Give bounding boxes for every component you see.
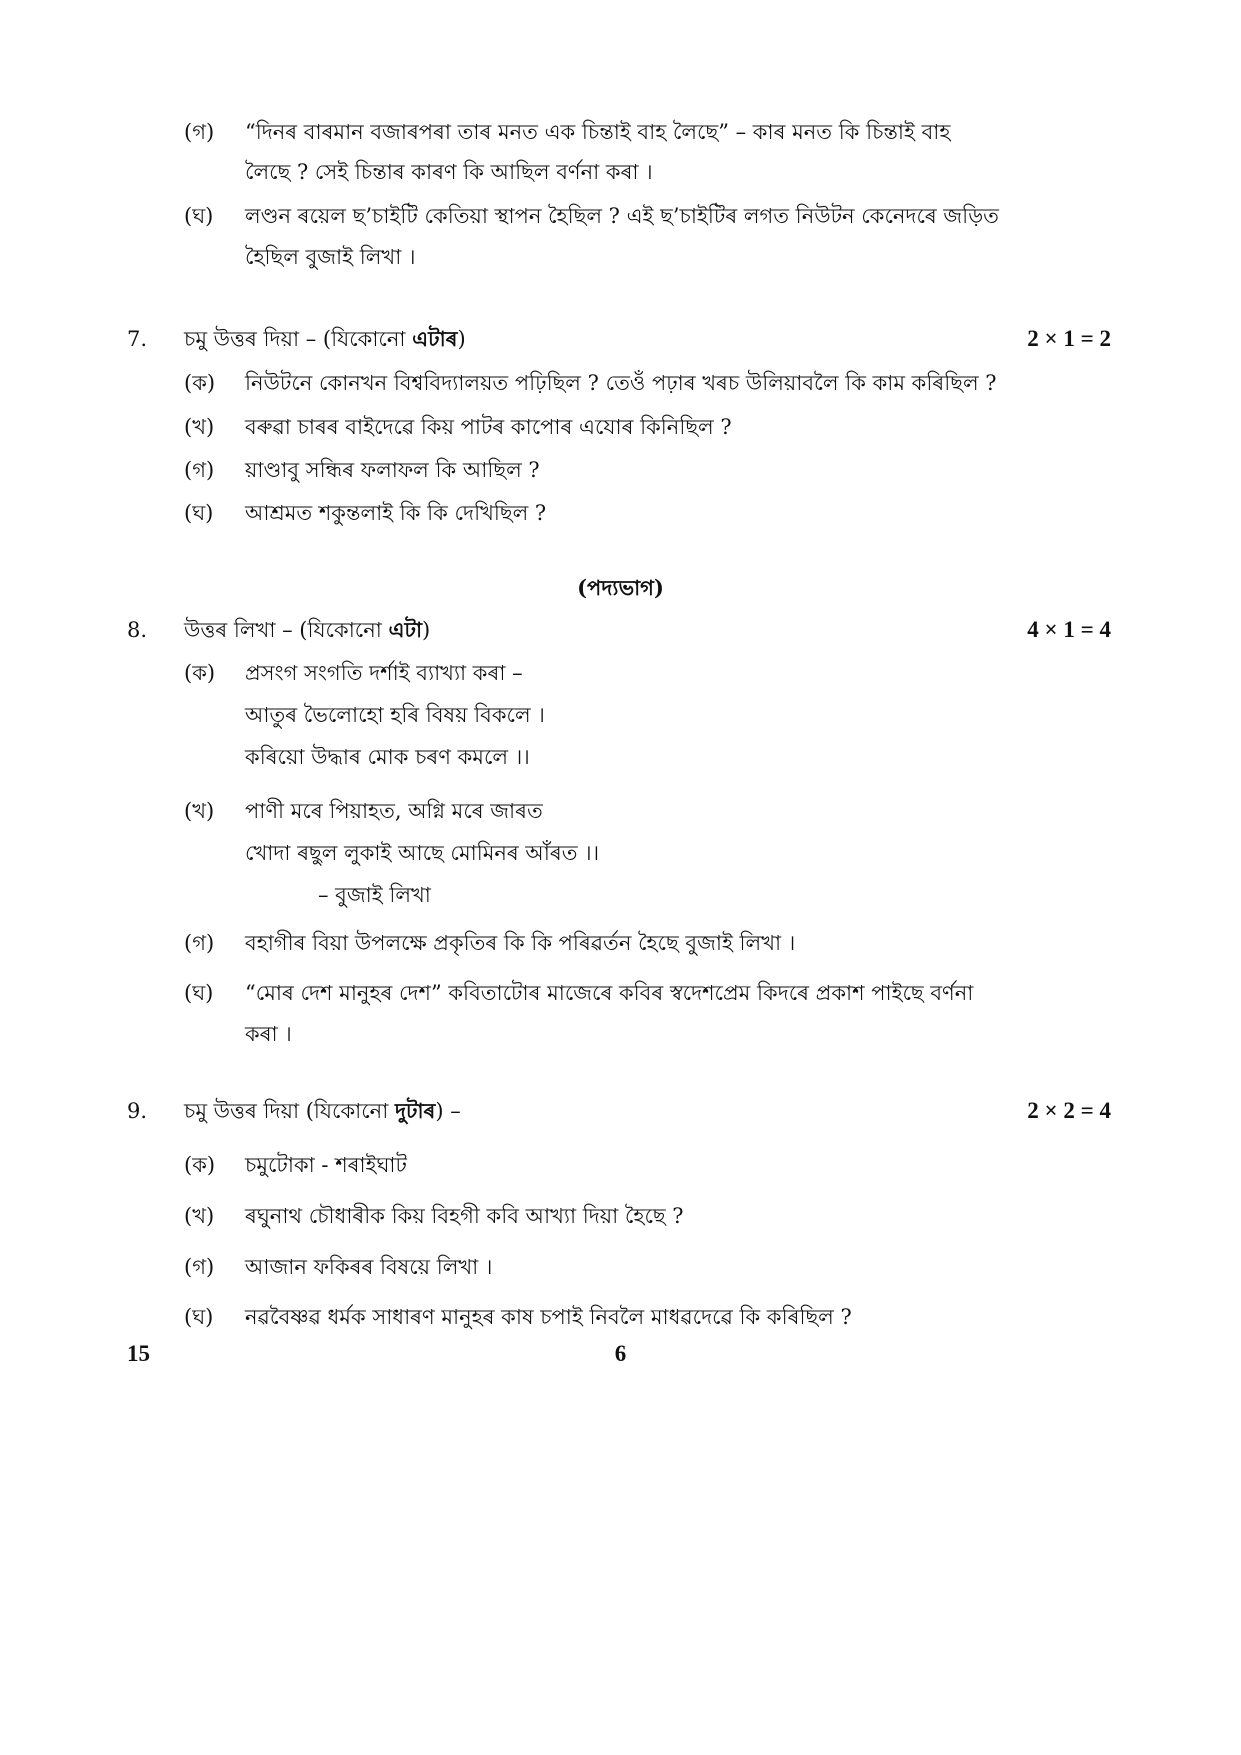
q6-item-gha-cont	[0, 242, 1241, 272]
item-text: য়াণ্ডাবু সন্ধিৰ ফলাফল কি আছিল ?	[245, 458, 540, 482]
question-marks: 2 × 1 = 2	[1027, 326, 1111, 351]
q9-header	[0, 1096, 1241, 1126]
q9-item-kha	[0, 1201, 1241, 1231]
q7-item-gha	[0, 498, 1241, 528]
q7-item-ka	[0, 368, 1241, 398]
item-label: (গ)	[184, 1255, 215, 1279]
q8-item-ka-verse2	[0, 742, 1241, 772]
q6-item-gha	[0, 201, 1241, 231]
q8-item-gha-cont	[0, 1019, 1241, 1049]
verse-line: খোদা ৰছুল লুকাই আছে মোমিনৰ আঁৰত ।।	[245, 841, 600, 865]
q9-item-ka	[0, 1150, 1241, 1180]
item-text: লণ্ডন ৰয়েল ছ’চাইটি কেতিয়া স্থাপন হৈছিল ? এই ছ’চাইটিৰ লগত নিউটন কেনেদৰে জড়িত	[245, 204, 999, 228]
item-text: আজান ফকিৰৰ বিষয়ে লিখা ।	[245, 1255, 493, 1279]
item-label: (গ)	[184, 931, 215, 955]
verse-line: পাণী মৰে পিয়াহত, অগ্নি মৰে জাৰত	[245, 799, 543, 823]
item-label: (খ)	[184, 799, 215, 823]
item-label: (ক)	[184, 1153, 216, 1177]
item-text: “মোৰ দেশ মানুহৰ দেশ” কবিতাটোৰ মাজেৰে কবিৰ স্বদেশপ্ৰেম কিদৰে প্ৰকাশ পাইছে বৰ্ণনা	[245, 981, 974, 1005]
q7-item-kha	[0, 412, 1241, 442]
item-label: (ঘ)	[184, 204, 214, 228]
page-number: 6	[614, 1341, 627, 1366]
item-text: বৰুৱা চাৰৰ বাইদেৱে কিয় পাটৰ কাপোৰ এযোৰ কিনিছিল ?	[245, 415, 732, 439]
item-text: হৈছিল বুজাই লিখা ।	[245, 245, 416, 269]
q8-item-kha-instruction	[0, 880, 1241, 910]
verse-line: কৰিয়ো উদ্ধাৰ মোক চৰণ কমলে ।।	[245, 745, 530, 769]
q9-item-gha	[0, 1302, 1241, 1332]
item-text: প্ৰসংগ সংগতি দৰ্শাই ব্যাখ্যা কৰা –	[245, 661, 523, 685]
item-label: (ক)	[184, 371, 216, 395]
q6-item-ga-cont	[0, 157, 1241, 187]
item-text: “দিনৰ বাৰমান বজাৰপৰা তাৰ মনত এক চিন্তাই বাহ লৈছে” – কাৰ মনত কি চিন্তাই বাহ	[245, 120, 951, 144]
item-label: (ঘ)	[184, 981, 214, 1005]
question-number: 7.	[127, 327, 148, 351]
question-instruction: চমু উত্তৰ দিয়া (যিকোনো দুটাৰ) –	[184, 1098, 461, 1123]
question-marks: 4 × 1 = 4	[1027, 617, 1111, 642]
item-text: – বুজাই লিখা	[318, 883, 431, 907]
item-label: (ঘ)	[184, 501, 214, 525]
section-heading-text: (পদ্যভাগ)	[577, 575, 664, 600]
item-text: ৰঘুনাথ চৌধাৰীক কিয় বিহগী কবি আখ্যা দিয়া হৈছে ?	[245, 1204, 684, 1228]
item-text: কৰা ।	[245, 1022, 292, 1046]
q8-item-kha-verse2	[0, 838, 1241, 868]
question-marks: 2 × 2 = 4	[1027, 1098, 1111, 1123]
q8-item-gha	[0, 978, 1241, 1008]
item-label: (গ)	[184, 458, 215, 482]
section-heading	[0, 573, 1241, 603]
item-text: লৈছে ? সেই চিন্তাৰ কাৰণ কি আছিল বৰ্ণনা কৰা ।	[245, 160, 653, 184]
q8-header	[0, 615, 1241, 645]
item-text: নিউটনে কোনখন বিশ্ববিদ্যালয়ত পঢ়িছিল ? তেওঁ পঢ়াৰ খৰচ উলিয়াবলৈ কি কাম কৰিছিল ?	[245, 371, 997, 395]
question-instruction: উত্তৰ লিখা – (যিকোনো এটা)	[184, 617, 431, 642]
q8-item-kha	[0, 796, 1241, 826]
q6-item-ga	[0, 117, 1241, 147]
paper-code: 15	[127, 1341, 150, 1366]
item-label: (ঘ)	[184, 1305, 214, 1329]
item-text: নৱবৈষ্ণৱ ধৰ্মক সাধাৰণ মানুহৰ কাষ চপাই নিবলৈ মাধৱদেৱে কি কৰিছিল ?	[245, 1305, 852, 1329]
q7-item-ga	[0, 455, 1241, 485]
q8-item-ka	[0, 658, 1241, 688]
item-label: (ক)	[184, 661, 216, 685]
item-label: (খ)	[184, 1204, 215, 1228]
question-number: 9.	[127, 1099, 148, 1123]
item-label: (গ)	[184, 120, 215, 144]
item-text: বহাগীৰ বিয়া উপলক্ষে প্ৰকৃতিৰ কি কি পৰিৱৰ্তন হৈছে বুজাই লিখা ।	[245, 931, 796, 955]
q8-item-ka-verse1	[0, 700, 1241, 730]
item-text: আশ্ৰমত শকুন্তলাই কি কি দেখিছিল ?	[245, 501, 547, 525]
q9-item-ga	[0, 1252, 1241, 1282]
page-footer	[0, 1339, 1241, 1369]
question-instruction: চমু উত্তৰ দিয়া – (যিকোনো এটাৰ)	[184, 326, 466, 351]
q7-header	[0, 324, 1241, 354]
item-label: (খ)	[184, 415, 215, 439]
verse-line: আতুৰ ভৈলোহো হৰি বিষয় বিকলে ।	[245, 703, 545, 727]
item-text: চমুটোকা - শৰাইঘাট	[245, 1153, 407, 1177]
q8-item-ga	[0, 928, 1241, 958]
question-number: 8.	[127, 618, 148, 642]
